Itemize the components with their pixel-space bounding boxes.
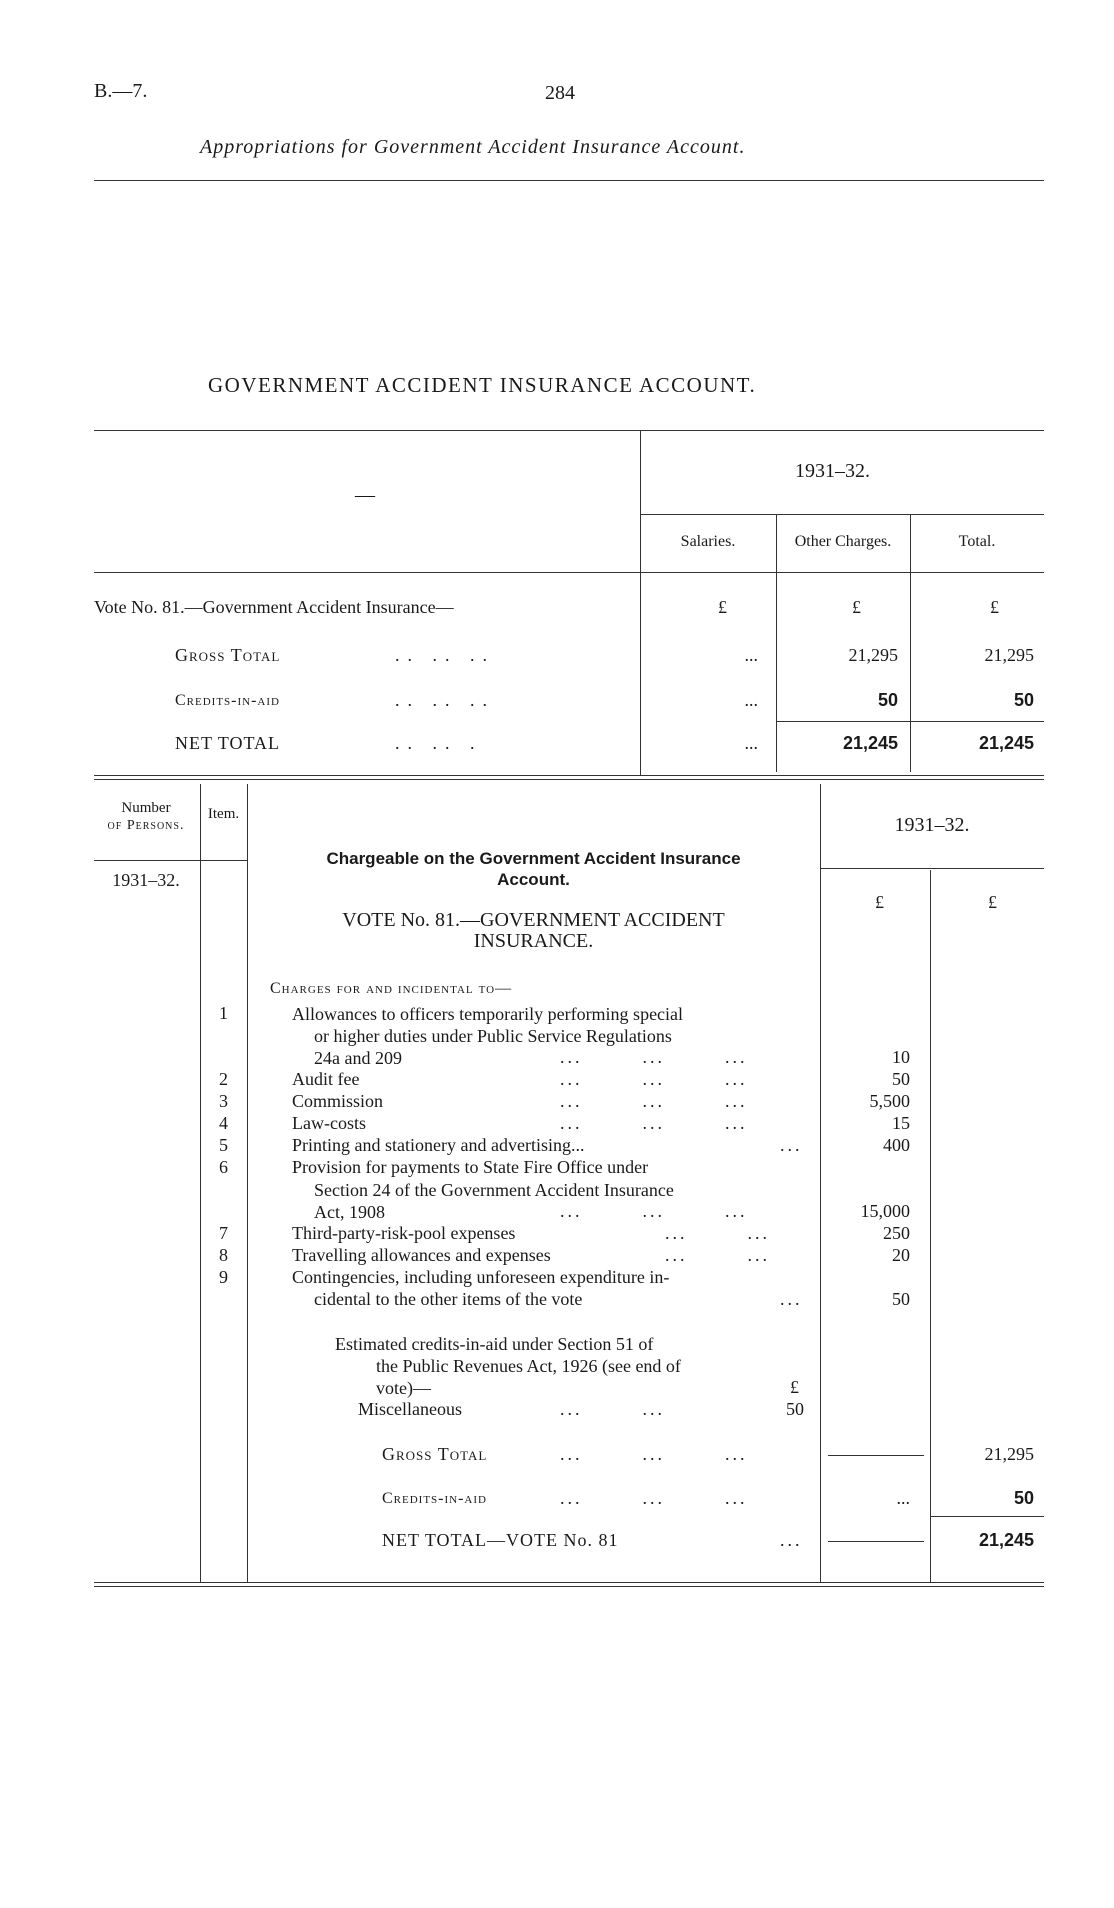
item-number: 9	[219, 1267, 228, 1287]
item-description-cont: or higher duties under Public Service Regulations 24a and 209	[314, 1026, 672, 1068]
item-amount: 5,500	[869, 1091, 910, 1111]
leader-dots: ... ... ...	[560, 1047, 748, 1067]
leader-dots: .. .. ..	[395, 645, 495, 665]
detail-credits-label: Credits-in-aid	[382, 1490, 487, 1507]
page-number: 284	[545, 82, 575, 104]
item-number: 4	[219, 1113, 228, 1133]
item-number: 8	[219, 1245, 228, 1265]
credits-salaries: ...	[744, 690, 758, 710]
net-total: 21,245	[978, 733, 1034, 753]
summary-credits-label: Credits-in-aid	[175, 692, 280, 709]
item-number: 3	[219, 1091, 228, 1111]
item-amount: 20	[892, 1245, 910, 1265]
item-description: Contingencies, including unforeseen expenditure in-	[292, 1267, 670, 1287]
detail-credits-total: 50	[1013, 1488, 1034, 1508]
credits-total: 50	[1013, 690, 1034, 710]
unit-other: £	[852, 597, 861, 617]
net-other: 21,245	[842, 733, 898, 753]
header-rule	[94, 180, 1044, 181]
unit-salaries: £	[718, 597, 727, 617]
detail-net-total: 21,245	[978, 1530, 1034, 1550]
detail-unit-1: £	[875, 892, 884, 912]
leader-dots: ...	[780, 1530, 803, 1550]
summary-dash: —	[355, 484, 375, 506]
leader-dots: ... ... ...	[560, 1444, 748, 1464]
col-total: Total.	[958, 533, 996, 550]
item-amount: 15	[892, 1113, 910, 1133]
detail-heading: Chargeable on the Government Accident Insurance Account.	[326, 849, 741, 889]
unit-total: £	[990, 597, 999, 617]
account-title: GOVERNMENT ACCIDENT INSURANCE ACCOUNT.	[208, 373, 757, 397]
col-other-charges: Other Charges.	[794, 533, 892, 550]
leader-dots: .. .. .	[395, 733, 483, 753]
misc-amount: 50	[786, 1399, 804, 1419]
summary-gross-label: Gross Total	[175, 645, 281, 665]
credits-other: 50	[877, 690, 898, 710]
item-number: 7	[219, 1223, 228, 1243]
item-description: Audit fee	[292, 1069, 360, 1089]
item-amount: 400	[883, 1135, 910, 1155]
col-item: Item.	[207, 806, 240, 822]
leader-dots: ...	[780, 1135, 803, 1155]
vote-title: VOTE No. 81.—GOVERNMENT ACCIDENT INSURANCE.	[342, 909, 725, 952]
item-amount: 250	[883, 1223, 910, 1243]
item-amount: 50	[892, 1069, 910, 1089]
item-amount: 50	[892, 1289, 910, 1309]
charges-heading: Charges for and incidental to—	[270, 980, 513, 997]
item-amount: 15,000	[860, 1201, 910, 1221]
leader-dots: ... ... ...	[560, 1091, 748, 1111]
detail-unit-2: £	[988, 892, 997, 912]
leader-dots: .. .. ..	[395, 690, 495, 710]
col-salaries: Salaries.	[680, 533, 736, 550]
leader-dots: ... ... ...	[560, 1488, 748, 1508]
leader-dots: ... ...	[560, 1399, 665, 1419]
item-description: Law-costs	[292, 1113, 366, 1133]
item-amount: 10	[892, 1047, 910, 1067]
gross-other: 21,295	[848, 645, 898, 665]
detail-gross-label: Gross Total	[382, 1444, 488, 1464]
leader-dots: ...	[780, 1289, 803, 1309]
leader-dots: ... ... ...	[560, 1069, 748, 1089]
persons-year: 1931–32.	[112, 870, 180, 890]
detail-gross-total: 21,295	[984, 1444, 1034, 1464]
estimated-credits-cont: the Public Revenues Act, 1926 (see end of vote)—	[376, 1356, 681, 1398]
item-number: 6	[219, 1157, 228, 1177]
estimated-credits-heading: Estimated credits-in-aid under Section 51 of	[335, 1334, 654, 1354]
page-subtitle: Appropriations for Government Accident Insurance Account.	[200, 136, 746, 158]
gross-salaries: ...	[744, 645, 758, 665]
col-number-of-persons: Number of Persons.	[107, 800, 185, 833]
net-salaries: ...	[744, 733, 758, 753]
leader-dots: ... ... ...	[560, 1201, 748, 1221]
detail-net-label: NET TOTAL—VOTE No. 81	[382, 1530, 619, 1550]
estimated-unit: £	[790, 1377, 799, 1397]
item-description: Allowances to officers temporarily performing special	[292, 1004, 684, 1024]
item-number: 1	[219, 1003, 228, 1023]
leader-dots: ... ...	[665, 1223, 770, 1243]
item-description: Printing and stationery and advertising...	[292, 1135, 585, 1155]
leader-dots: ... ...	[665, 1245, 770, 1265]
item-description-cont: cidental to the other items of the vote	[314, 1289, 583, 1309]
item-description-cont: Section 24 of the Government Accident Insurance Act, 1908	[314, 1180, 674, 1222]
summary-year: 1931–32.	[795, 460, 870, 482]
detail-credits-col1: ...	[896, 1488, 910, 1508]
leader-dots: ... ... ...	[560, 1113, 748, 1133]
detail-year: 1931–32.	[894, 814, 970, 836]
misc-label: Miscellaneous	[358, 1399, 462, 1419]
item-number: 2	[219, 1069, 228, 1089]
item-description: Travelling allowances and expenses	[292, 1245, 551, 1265]
gross-total: 21,295	[984, 645, 1034, 665]
item-number: 5	[219, 1135, 228, 1155]
item-description: Commission	[292, 1091, 384, 1111]
document-reference: B.—7.	[94, 80, 148, 102]
item-description: Provision for payments to State Fire Office under	[292, 1157, 649, 1177]
item-description: Third-party-risk-pool expenses	[292, 1223, 516, 1243]
summary-net-label: NET TOTAL	[175, 733, 281, 753]
summary-vote-label: Vote No. 81.—Government Accident Insurance—	[94, 597, 454, 617]
